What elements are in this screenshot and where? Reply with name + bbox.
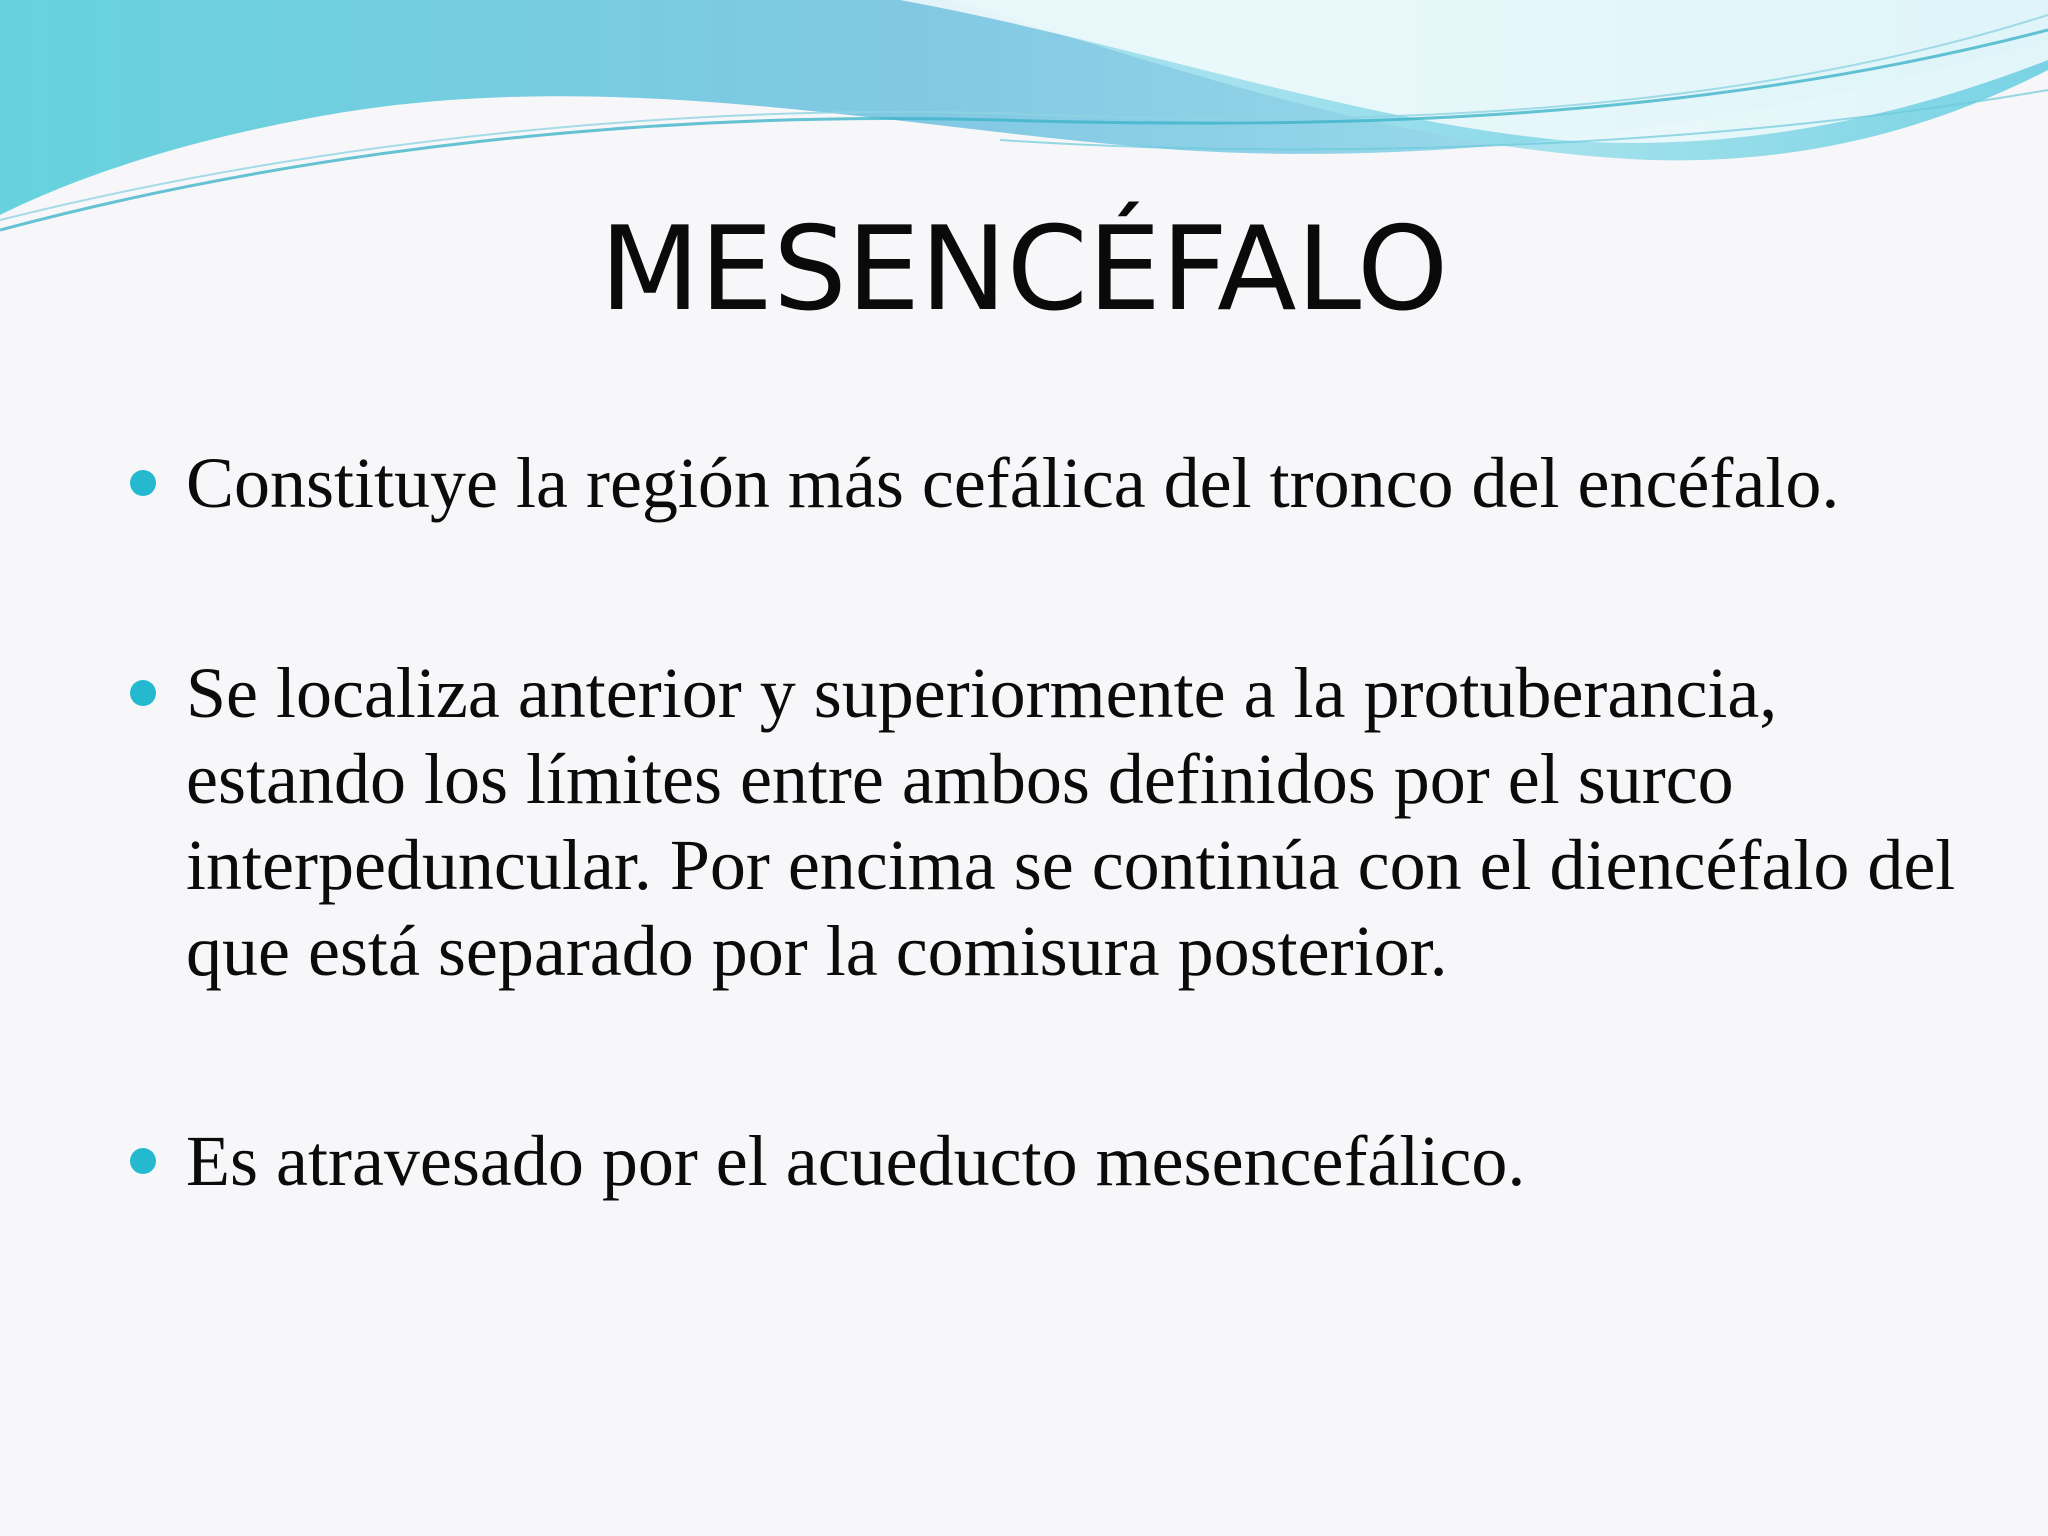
bullet-text: Se localiza anterior y superiormente a la protuberancia, estando los límites entre ambos definidos por el surco interpeduncular. Por encima se continúa con el diencéfalo del que está separado por la comisura posterior.	[186, 653, 1956, 991]
teal-dot-icon	[130, 1148, 156, 1174]
bullet-list	[130, 440, 1970, 1204]
teal-dot-icon	[130, 470, 156, 496]
bullet-item	[130, 650, 1970, 994]
slide-title: MESENCÉFALO	[599, 202, 1449, 337]
bullet-item	[130, 1118, 1970, 1204]
bullet-item	[130, 440, 1970, 526]
teal-dot-icon	[130, 680, 156, 706]
bullet-text: Es atravesado por el acueducto mesencefálico.	[186, 1121, 1526, 1201]
bullet-text: Constituye la región más cefálica del tronco del encéfalo.	[186, 443, 1840, 523]
